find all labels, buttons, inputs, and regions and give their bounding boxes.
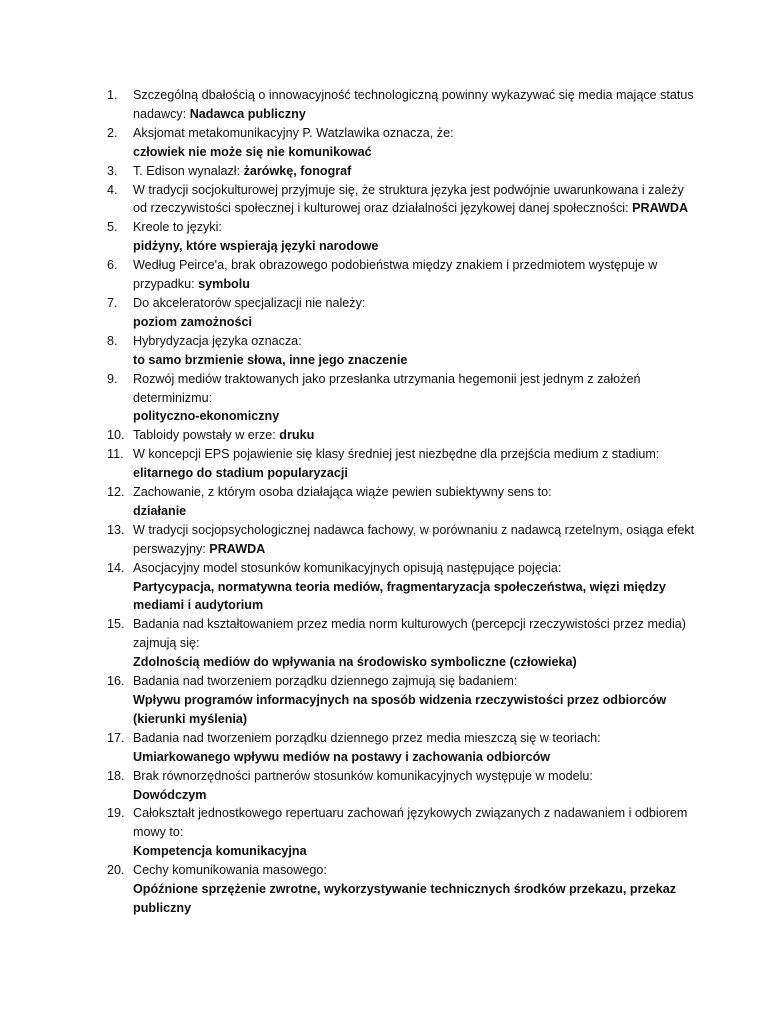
item-number: 13. <box>107 522 125 537</box>
list-item <box>0 86 768 124</box>
answer-text: polityczno-ekonomiczny <box>133 409 280 424</box>
answer-text: człowiek nie może się nie komunikować <box>133 144 372 159</box>
list-item <box>0 729 768 767</box>
list-item <box>0 181 768 219</box>
question-list <box>0 86 768 918</box>
question-text: Rozwój mediów traktowanych jako przesłanka utrzymania hegemonii jest jednym z założeń determinizmu: <box>133 371 641 405</box>
answer-text: Zdolnością mediów do wpływania na środowisko symboliczne (człowieka) <box>133 655 577 670</box>
question-text: Aksjomat metakomunikacyjny P. Watzlawika oznacza, że: <box>133 125 454 140</box>
answer-text: pidżyny, które wspierają języki narodowe <box>133 239 379 254</box>
list-item <box>0 124 768 162</box>
answer-text: symbolu <box>198 277 250 292</box>
list-item <box>0 521 768 559</box>
list-item <box>0 559 768 616</box>
answer-text: Partycypacja, normatywna teoria mediów, fragmentaryzacja społeczeństwa, więzi między mediami i audytorium <box>133 579 666 613</box>
question-text: Tabloidy powstały w erze: <box>133 428 280 443</box>
item-number: 9. <box>107 371 118 386</box>
item-number: 14. <box>107 560 125 575</box>
item-number: 15. <box>107 617 125 632</box>
item-number: 7. <box>107 295 118 310</box>
question-text: Badania nad kształtowaniem przez media norm kulturowych (percepcji rzeczywistości przez media) zajmują się: <box>133 617 686 651</box>
answer-text: żarówkę, fonograf <box>243 163 352 178</box>
answer-text: PRAWDA <box>632 201 689 216</box>
answer-text: Opóźnione sprzężenie zwrotne, wykorzystywanie technicznych środków przekazu, przekaz publiczny <box>133 882 677 915</box>
item-number: 12. <box>107 485 125 500</box>
item-number: 1. <box>107 88 118 102</box>
item-number: 5. <box>107 220 118 235</box>
question-text: W koncepcji EPS pojawienie się klasy średniej jest niezbędne dla przejścia medium z stadium: <box>133 447 660 462</box>
item-number: 17. <box>107 730 125 745</box>
question-text: Badania nad tworzeniem porządku dziennego przez media mieszczą się w teoriach: <box>133 730 601 745</box>
item-number: 16. <box>107 674 125 689</box>
item-number: 4. <box>107 182 118 197</box>
question-text: Do akceleratorów specjalizacji nie należy: <box>133 295 366 310</box>
question-text: Badania nad tworzeniem porządku dziennego zajmują się badaniem: <box>133 674 518 689</box>
item-number: 6. <box>107 258 118 273</box>
answer-text: druku <box>279 428 315 443</box>
answer-text: Kompetencja komunikacyjna <box>133 844 307 859</box>
list-item <box>0 861 768 918</box>
list-item <box>0 332 768 370</box>
list-item <box>0 294 768 332</box>
answer-text: PRAWDA <box>209 541 266 556</box>
item-number: 11. <box>107 447 124 462</box>
question-text: Szczególną dbałością o innowacyjność technologiczną powinny wykazywać się media mające status nadawcy: <box>133 88 694 121</box>
answer-text: to samo brzmienie słowa, inne jego znaczenie <box>133 352 408 367</box>
answer-text: Nadawca publiczny <box>189 106 306 121</box>
list-item <box>0 370 768 427</box>
list-item <box>0 483 768 521</box>
question-text: T. Edison wynalazł: <box>133 163 244 178</box>
question-text: W tradycji socjopsychologicznej nadawca fachowy, w porównaniu z nadawcą rzetelnym, osiąga efekt perswazyjny: <box>133 522 695 556</box>
list-item <box>0 256 768 294</box>
list-item <box>0 804 768 861</box>
list-item <box>0 672 768 729</box>
answer-text: Wpływu programów informacyjnych na sposób widzenia rzeczywistości przez odbiorców (kierunki myślenia) <box>133 693 667 726</box>
list-item <box>0 615 768 672</box>
item-number: 18. <box>107 768 125 783</box>
answer-text: Dowódczym <box>133 787 207 802</box>
question-text: Zachowanie, z którym osoba działająca wiąże pewien subiektywny sens to: <box>133 485 552 500</box>
item-number: 2. <box>107 125 118 140</box>
item-number: 20. <box>107 863 125 878</box>
question-text: Cechy komunikowania masowego: <box>133 863 327 878</box>
question-text: W tradycji socjokulturowej przyjmuje się, że struktura języka jest podwójnie uwarunkowana i zależy od rzeczywistości społecznej i kulturowej oraz działalności językowej danej społeczności: <box>133 182 684 216</box>
list-item <box>0 767 768 805</box>
item-number: 3. <box>107 163 118 178</box>
answer-text: Umiarkowanego wpływu mediów na postawy i zachowania odbiorców <box>133 749 551 764</box>
list-item <box>0 445 768 483</box>
question-text: Całokształt jednostkowego repertuaru zachowań językowych związanych z nadawaniem i odbiorem mowy to: <box>133 806 688 840</box>
question-text: Brak równorzędności partnerów stosunków komunikacyjnych występuje w modelu: <box>133 768 593 783</box>
item-number: 8. <box>107 333 118 348</box>
list-item <box>0 162 768 181</box>
answer-text: działanie <box>133 503 187 518</box>
question-text: Kreole to języki: <box>133 220 222 235</box>
question-text: Asocjacyjny model stosunków komunikacyjnych opisują następujące pojęcia: <box>133 560 562 575</box>
question-text: Hybrydyzacja języka oznacza: <box>133 333 302 348</box>
item-number: 10. <box>107 428 125 443</box>
list-item <box>0 426 768 445</box>
answer-text: elitarnego do stadium popularyzacji <box>133 466 348 481</box>
list-item <box>0 218 768 256</box>
question-text: Według Peirce'a, brak obrazowego podobieństwa między znakiem i przedmiotem występuje w przypadku: <box>133 258 658 292</box>
answer-text: poziom zamożności <box>133 314 252 329</box>
item-number: 19. <box>107 806 125 821</box>
